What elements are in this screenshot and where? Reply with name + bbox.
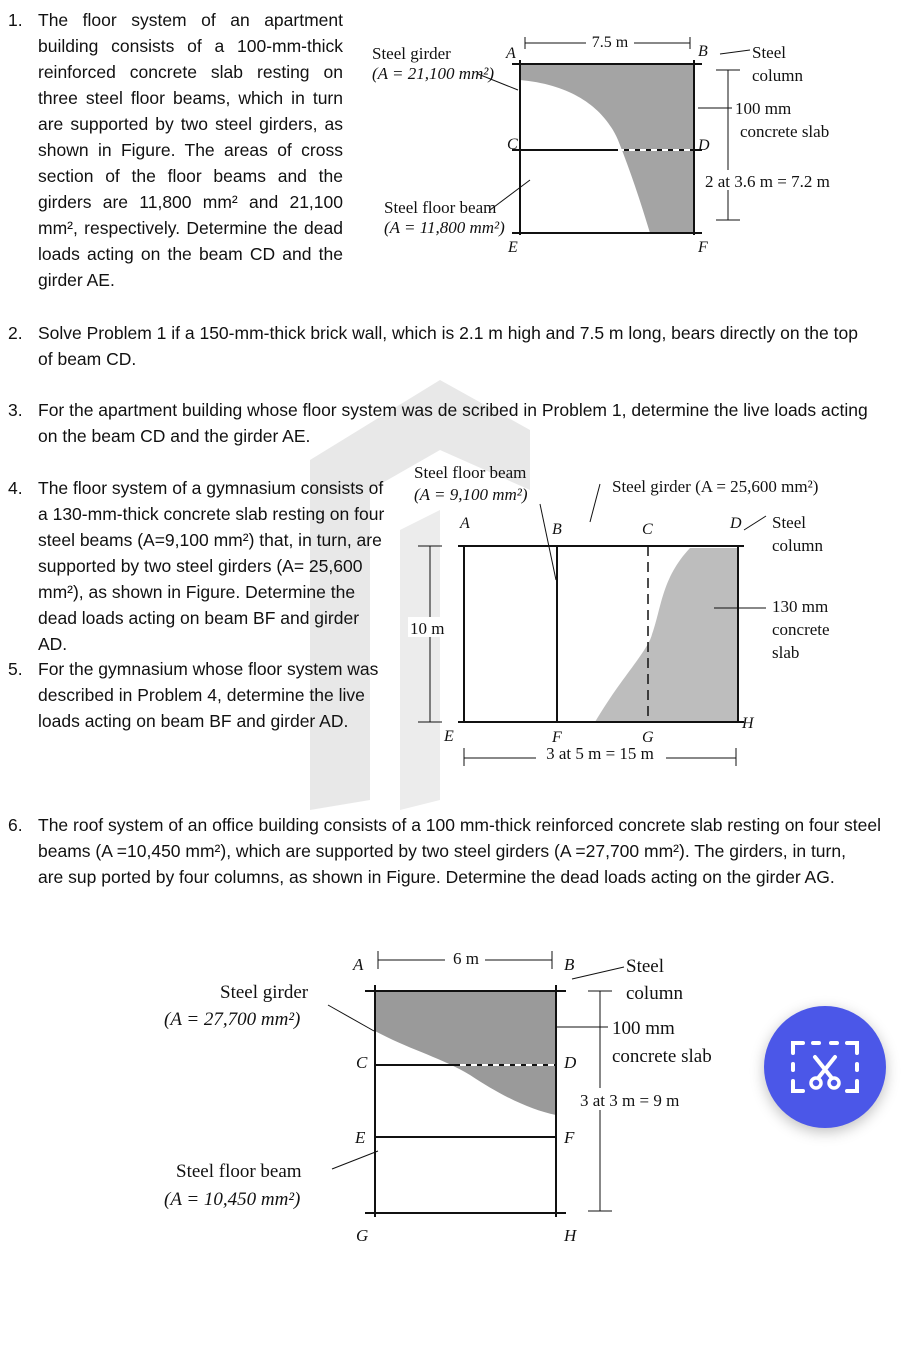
figure-2-slab-label: 130 mm bbox=[772, 597, 829, 616]
figure-2-height: 10 m bbox=[410, 619, 445, 638]
problem-line: The roof system of an office building consists of a 100 mm-thick reinforced concrete slab resting on four steel bbox=[38, 815, 882, 835]
problem-line: girders are 11,800 mm² and 21,100 bbox=[38, 192, 343, 212]
problem-number: 5. bbox=[8, 659, 23, 679]
problem-line: three steel floor beams, which in turn bbox=[38, 88, 343, 108]
figure-1-point-d: D bbox=[698, 137, 710, 154]
figure-3-point-h: H bbox=[564, 1226, 577, 1245]
figure-1-beam-area: (A = 11,800 mm²) bbox=[384, 218, 505, 237]
figure-2-column-label-2: column bbox=[772, 536, 823, 555]
figure-3-girder-label: Steel girder bbox=[220, 982, 309, 1003]
problem-line: girder AE. bbox=[38, 270, 115, 290]
problem-line: steel beams (A=9,100 mm²) that, in turn, are bbox=[38, 530, 382, 550]
figure-3-girder-area: (A = 27,700 mm²) bbox=[164, 1009, 301, 1030]
problem-number: 1. bbox=[8, 10, 23, 30]
problem-line: shown in Figure. The areas of cross bbox=[38, 140, 343, 160]
figure-2-point-f: F bbox=[552, 729, 562, 746]
problem-line: are supported by two steel girders, as bbox=[38, 114, 343, 134]
figure-3-spacing: 3 at 3 m = 9 m bbox=[580, 1091, 680, 1110]
figure-3-office-roof bbox=[160, 945, 740, 1250]
figure-2-beam-area: (A = 9,100 mm²) bbox=[414, 485, 528, 504]
figure-2-point-h: H bbox=[742, 715, 754, 732]
figure-1-apartment-floor bbox=[360, 30, 860, 260]
screenshot-tool-button[interactable] bbox=[764, 1006, 886, 1128]
problem-line: mm²), as shown in Figure. Determine the bbox=[38, 582, 356, 602]
problem-number: 4. bbox=[8, 478, 23, 498]
figure-3-slab bbox=[375, 991, 556, 1115]
figure-3-point-c: C bbox=[356, 1053, 368, 1072]
figure-3-point-f: F bbox=[564, 1128, 575, 1147]
problem-line: section of the floor beams and the bbox=[38, 166, 343, 186]
problem-line: loads acting on beam BF and girder AD. bbox=[38, 711, 349, 731]
figure-1-point-a: A bbox=[506, 45, 516, 62]
problem-line: The floor system of a gymnasium consists of bbox=[38, 478, 384, 498]
figure-3-span: 6 m bbox=[453, 949, 479, 968]
problem-line: a 130-mm-thick concrete slab resting on four bbox=[38, 504, 385, 524]
figure-1-slab-label: 100 mm bbox=[735, 99, 792, 118]
problem-line: loads acting on the beam CD and the bbox=[38, 244, 343, 264]
problem-line: mm², respectively. Determine the dead bbox=[38, 218, 343, 238]
figure-2-column-label: Steel bbox=[772, 513, 806, 532]
figure-3-point-a: A bbox=[353, 955, 364, 974]
figure-1-point-b: B bbox=[698, 43, 708, 60]
figure-1-point-e: E bbox=[508, 239, 518, 256]
figure-2-point-c: C bbox=[642, 521, 653, 538]
figure-2-slab-label-3: slab bbox=[772, 643, 800, 662]
problem-line: of beam CD. bbox=[38, 349, 137, 369]
figure-2-beam-label: Steel floor beam bbox=[414, 463, 527, 482]
figure-2-slab bbox=[595, 548, 738, 722]
figure-2-point-b: B bbox=[552, 521, 562, 538]
figure-1-column-label-2: column bbox=[752, 66, 803, 85]
figure-2-point-d: D bbox=[730, 515, 742, 532]
problem-line: For the gymnasium whose floor system was bbox=[38, 659, 379, 679]
problem-line: on the beam CD and the girder AE. bbox=[38, 426, 311, 446]
figure-1-point-c: C bbox=[507, 136, 518, 153]
problem-line: Solve Problem 1 if a 150-mm-thick brick wall, which is 2.1 m high and 7.5 m long, bears directly on the top bbox=[38, 323, 858, 343]
figure-2-spacing: 3 at 5 m = 15 m bbox=[546, 744, 654, 763]
figure-1-beam-label: Steel floor beam bbox=[384, 198, 497, 217]
figure-3-point-g: G bbox=[356, 1226, 369, 1245]
figure-1-spacing: 2 at 3.6 m = 7.2 m bbox=[705, 172, 830, 191]
problem-line: supported by two steel girders (A= 25,600 bbox=[38, 556, 363, 576]
problem-line: dead loads acting on beam BF and girder AD. bbox=[38, 608, 360, 654]
problem-line: building consists of a 100-mm-thick bbox=[38, 36, 343, 56]
figure-3-slab-label-2: concrete slab bbox=[612, 1046, 712, 1067]
figure-1-slab-label-2: concrete slab bbox=[740, 122, 830, 141]
figure-1-slab bbox=[520, 64, 694, 233]
figure-3-beam-area: (A = 10,450 mm²) bbox=[164, 1189, 301, 1210]
problem-number: 2. bbox=[8, 323, 23, 343]
problem-line: The floor system of an apartment bbox=[38, 10, 343, 30]
figure-2-point-e: E bbox=[444, 728, 454, 745]
figure-2-point-a: A bbox=[460, 515, 470, 532]
problem-line: are sup ported by four columns, as shown in Figure. Determine the dead loads acting on the girder AG. bbox=[38, 867, 835, 887]
figure-1-column-label: Steel bbox=[752, 43, 786, 62]
figure-2-girder-label: Steel girder (A = 25,600 mm²) bbox=[612, 477, 819, 496]
problem-number: 6. bbox=[8, 815, 23, 835]
problem-line: For the apartment building whose floor system was de scribed in Problem 1, determine the live loads acting bbox=[38, 400, 868, 420]
figure-2-slab-label-2: concrete bbox=[772, 620, 830, 639]
problem-line: reinforced concrete slab resting on bbox=[38, 62, 343, 82]
problem-number: 3. bbox=[8, 400, 23, 420]
figure-1-girder-label: Steel girder bbox=[372, 44, 451, 63]
figure-2-point-g: G bbox=[642, 729, 654, 746]
figure-1-girder-area: (A = 21,100 mm²) bbox=[372, 64, 495, 83]
figure-3-point-d: D bbox=[564, 1053, 577, 1072]
screenshot-scissors-icon bbox=[789, 1037, 861, 1097]
figure-3-slab-label: 100 mm bbox=[612, 1018, 675, 1039]
figure-3-column-label-2: column bbox=[626, 983, 683, 1004]
problem-line: described in Problem 4, determine the live bbox=[38, 685, 365, 705]
figure-1-point-f: F bbox=[698, 239, 708, 256]
figure-3-column-label: Steel bbox=[626, 956, 664, 977]
figure-2-gymnasium-floor bbox=[400, 460, 900, 770]
figure-3-beam-label: Steel floor beam bbox=[176, 1161, 302, 1182]
figure-3-point-b: B bbox=[564, 955, 575, 974]
figure-1-span: 7.5 m bbox=[591, 34, 629, 51]
figure-3-point-e: E bbox=[355, 1128, 366, 1147]
problem-line: beams (A =10,450 mm²), which are supported by two steel girders (A =27,700 mm²). The girders, in turn, bbox=[38, 841, 846, 861]
